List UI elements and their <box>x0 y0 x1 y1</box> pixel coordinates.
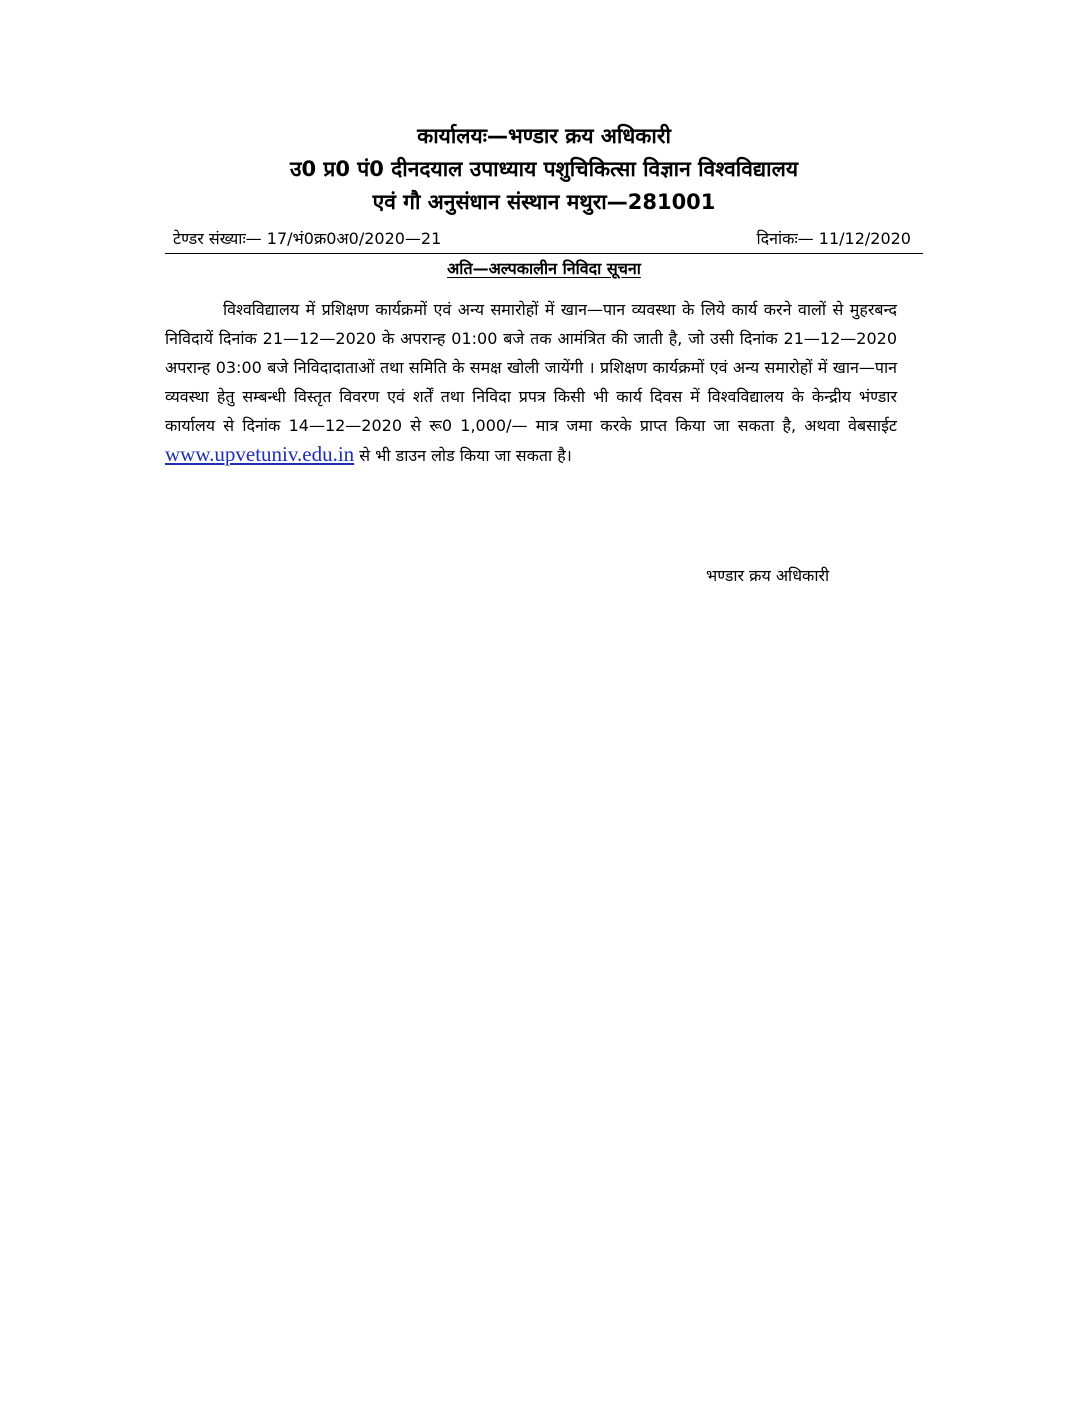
university-name: उ0 प्र0 पं0 दीनदयाल उपाध्याय पशुचिकित्सा विज्ञान विश्वविद्यालय <box>290 157 798 181</box>
body-text-end: से भी डाउन लोड किया जा सकता है। <box>354 446 572 465</box>
website-link[interactable]: www.upvetuniv.edu.in <box>165 442 355 466</box>
signature-designation: भण्डार क्रय अधिकारी <box>706 566 830 585</box>
office-name: कार्यालयः—भण्डार क्रय अधिकारी <box>417 124 671 148</box>
notice-title <box>165 257 923 281</box>
institute-address: एवं गौ अनुसंधान संस्थान मथुरा—281001 <box>372 190 716 214</box>
notice-body <box>165 295 897 470</box>
tender-meta <box>165 228 923 252</box>
notice-title-text: अति—अल्पकालीन निविदा सूचना <box>447 259 641 278</box>
header-divider <box>165 253 923 254</box>
tender-number: टेण्डर संख्याः— 17/भं0क्र0अ0/2020—21 <box>173 229 442 248</box>
tender-date: दिनांकः— 11/12/2020 <box>756 229 911 248</box>
office-header <box>165 120 923 219</box>
body-text-main: विश्वविद्यालय में प्रशिक्षण कार्यक्रमों एवं अन्य समारोहों में खान—पान व्यवस्था के लिये कार्य करने वालों से मुहरबन्द निविदायें दिनांक 21—12—2020 के अपरान्ह 01:00 बजे तक आमंत्रित की जाती है, जो उसी दिनांक 21—12—2020 अपरान्ह 03:00 बजे निविदादाताओं तथा समिति के समक्ष खोली जायेंगी । प्रशिक्षण कार्यक्रमों एवं अन्य समारोहों में खान—पान व्यवस्था हेतु सम्बन्धी विस्तृत विवरण एवं शर्तें तथा निविदा प्रपत्र किसी भी कार्य दिवस में विश्वविद्यालय के केन्द्रीय भंण्डार कार्यालय से दिनांक 14—12—2020 से रू0 1,000/— मात्र जमा करके प्राप्त किया जा सकता है, अथवा वेबसाईट <box>165 300 897 435</box>
